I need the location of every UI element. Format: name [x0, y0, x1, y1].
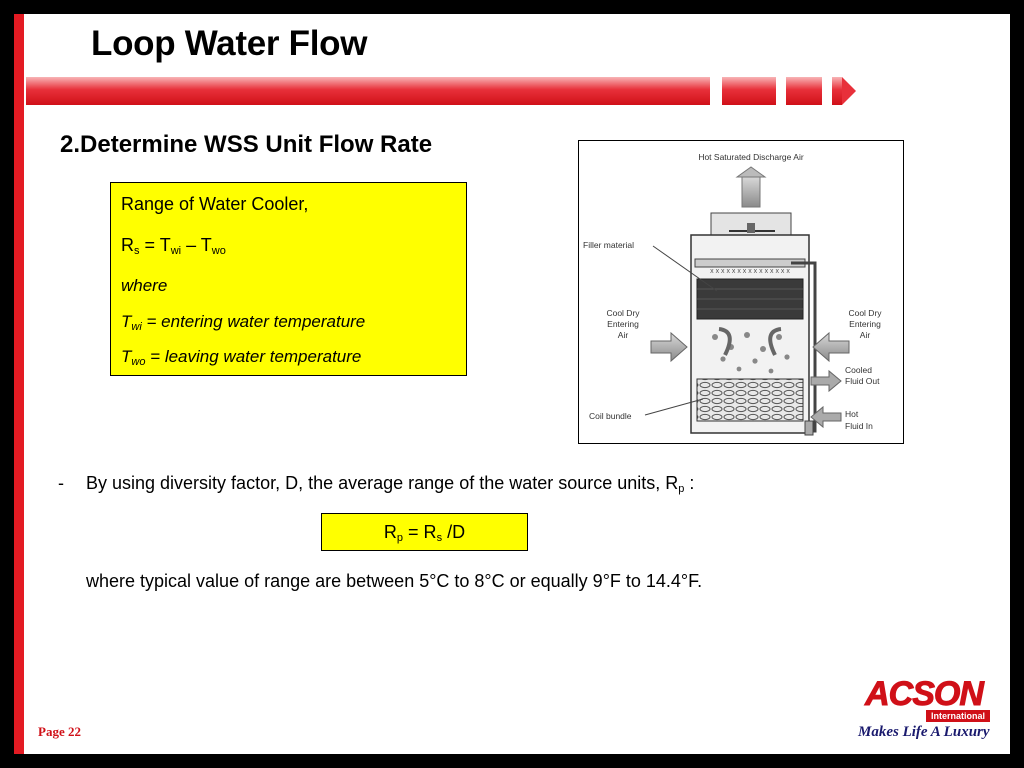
- filler-material-label: Filler material: [583, 240, 635, 250]
- cooling-tower-illustration: [579, 141, 903, 443]
- cooling-tower-diagram: [578, 140, 904, 444]
- left-air-arrow-icon: [651, 333, 687, 361]
- discharge-arrow-shaft: [742, 177, 760, 207]
- title-bar-segment-2: [786, 77, 822, 105]
- range-definition-box: [110, 182, 467, 376]
- title-bar-long: [26, 77, 710, 105]
- svg-text:ACSON: ACSON: [865, 676, 983, 710]
- svg-text:Entering: Entering: [607, 319, 639, 329]
- svg-text:Fluid Out: Fluid Out: [845, 376, 880, 386]
- coil-bundle: [697, 379, 803, 421]
- diversity-factor-text: By using diversity factor, D, the average range of the water source units, $R_p$ :: [86, 473, 695, 495]
- svg-text:Fluid In: Fluid In: [845, 421, 873, 431]
- section-heading: 2.Determine WSS Unit Flow Rate: [60, 131, 433, 158]
- svg-text:Cooled: Cooled: [845, 365, 872, 375]
- title-bar-arrow-icon: [842, 77, 856, 105]
- twi-definition: $T_{wi}$ = entering water temperature: [121, 312, 366, 333]
- svg-text:Air: Air: [617, 330, 629, 340]
- discharge-arrow-icon: [737, 167, 765, 177]
- acson-logo: [857, 676, 991, 710]
- svg-text:Cool Dry: Cool Dry: [848, 308, 882, 318]
- two-definition: $T_{wo}$ = leaving water temperature: [121, 347, 362, 368]
- coil-bundle-label: Coil bundle: [589, 411, 632, 421]
- page-number: Page 22: [38, 724, 81, 739]
- logo-tagline: Makes Life A Luxury: [858, 724, 990, 740]
- where-label: where: [121, 276, 168, 295]
- range-equation: $R_s = T_{wi} - T_{wo}$: [121, 235, 226, 257]
- title-bar-segment-1: [722, 77, 776, 105]
- logo-international-badge: International: [926, 710, 990, 722]
- typical-range-note: where typical value of range are between 5°C to 8°C or equally 9°F to 14.4°F.: [86, 571, 703, 591]
- bullet-dash: -: [58, 473, 64, 493]
- svg-text:Hot: Hot: [845, 409, 859, 419]
- right-air-arrow-icon: [813, 333, 849, 361]
- svg-text:Cool Dry: Cool Dry: [606, 308, 640, 318]
- svg-text:Entering: Entering: [849, 319, 881, 329]
- diversity-formula-box: $R_p = R_s$ /D: [321, 513, 528, 551]
- discharge-air-label: Hot Saturated Discharge Air: [698, 152, 804, 162]
- range-line: Range of Water Cooler,: [121, 194, 309, 214]
- svg-text:x x x x x x x x x x x x x x x: x x x x x x x x x x x x x x x: [710, 268, 790, 275]
- page-title: Loop Water Flow: [91, 24, 368, 63]
- svg-text:Air: Air: [859, 330, 871, 340]
- title-bar-segment-3: [832, 77, 842, 105]
